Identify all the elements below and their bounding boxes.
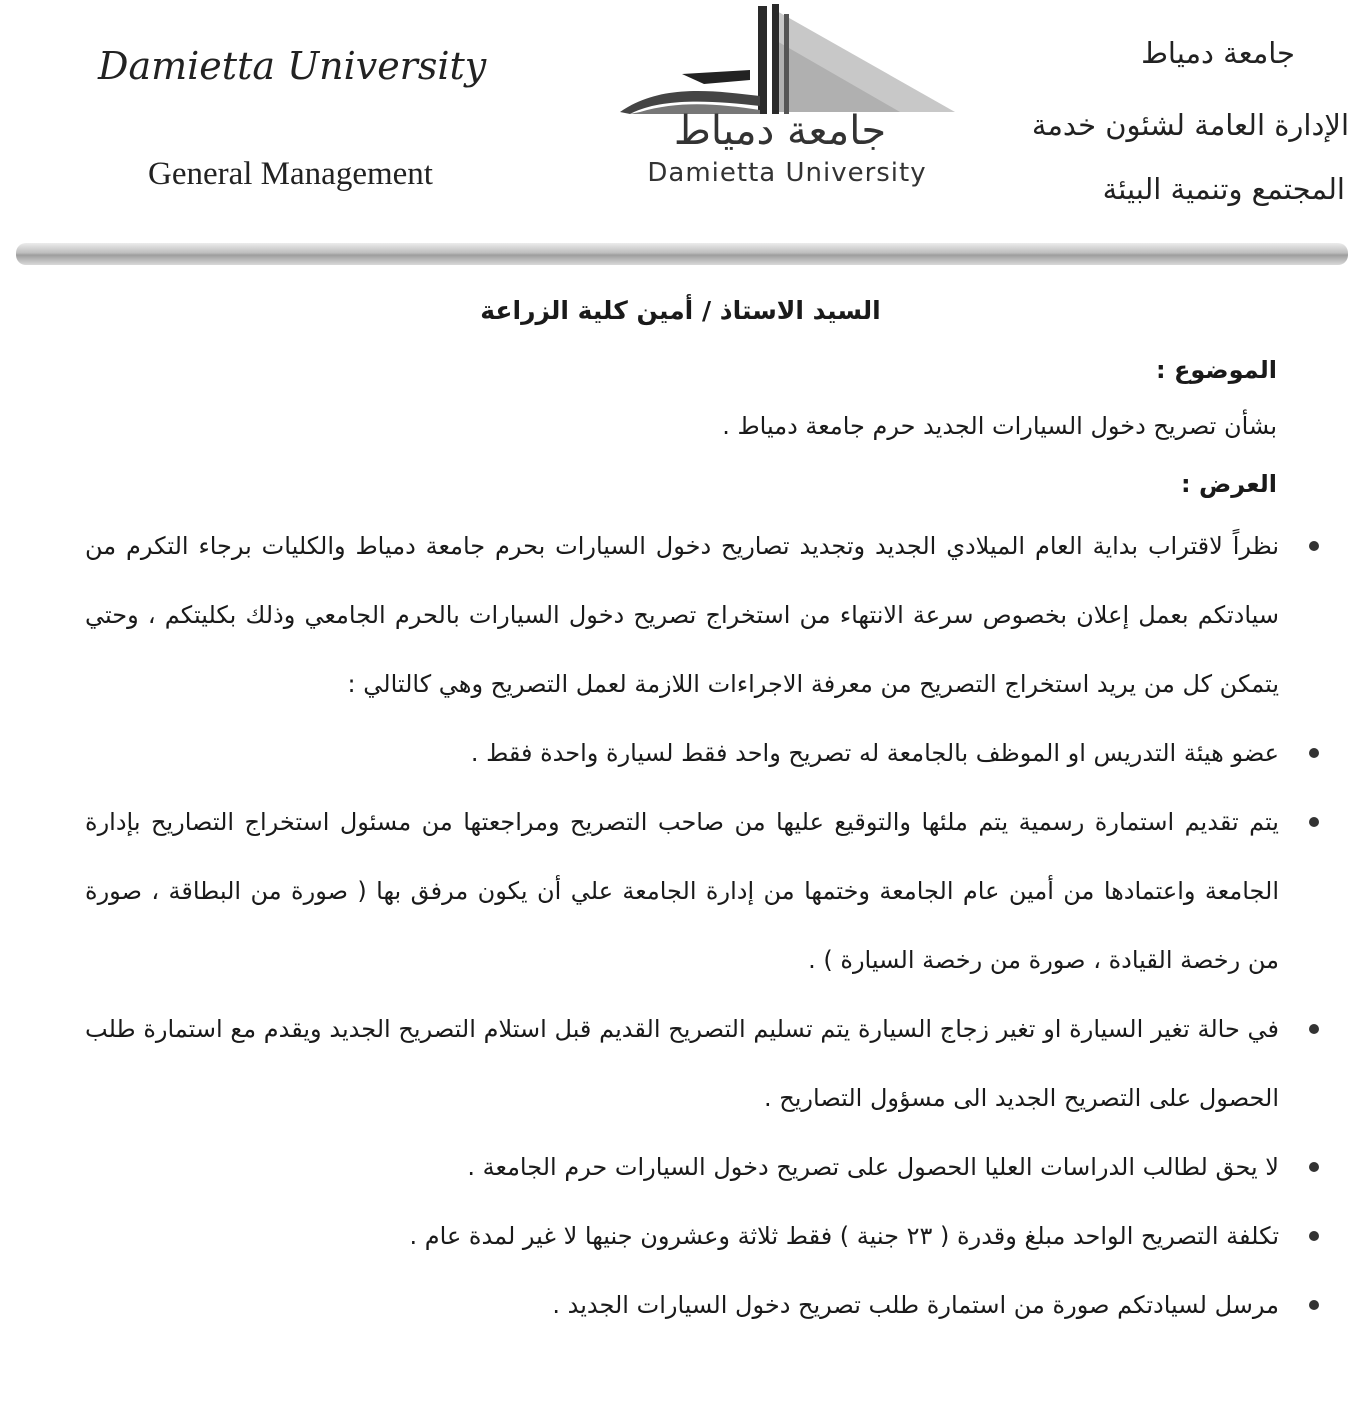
subject-label: الموضوع : bbox=[1156, 356, 1277, 384]
list-item bbox=[85, 512, 1321, 719]
logo-arabic-name: جامعة دمياط bbox=[673, 108, 887, 154]
arabic-department-line-2: المجتمع وتنمية البيئة bbox=[1102, 172, 1345, 206]
procedure-list bbox=[85, 512, 1321, 1340]
bullet-dot-icon bbox=[1309, 541, 1319, 551]
list-item-text: يتم تقديم استمارة رسمية يتم ملئها والتوقيع عليها من صاحب التصريح ومراجعتها من مسئول استخراج التصاريح بإدارة الجامعة واعتمادها من أمين عام الجامعة وختمها من إدارة الجامعة علي أن يكون مرفق بها ( صورة من البطاقة ، صورة من رخصة القيادة ، صورة من رخصة السيارة ) . bbox=[85, 808, 1279, 974]
arabic-department-line-1: الإدارة العامة لشئون خدمة bbox=[1031, 108, 1349, 142]
list-item-text: لا يحق لطالب الدراسات العليا الحصول على تصريح دخول السيارات حرم الجامعة . bbox=[467, 1153, 1279, 1181]
bullet-dot-icon bbox=[1309, 1024, 1319, 1034]
english-university-name: Damietta University bbox=[98, 44, 487, 88]
list-item bbox=[85, 1202, 1321, 1271]
header-divider bbox=[16, 243, 1348, 265]
list-item bbox=[85, 995, 1321, 1133]
list-item-text: في حالة تغير السيارة او تغير زجاج السيارة يتم تسليم التصريح القديم قبل استلام التصريح الجديد ويقدم مع استمارة طلب الحصول على التصريح الجديد الى مسؤول التصاريح . bbox=[85, 1015, 1279, 1112]
letter-addressee: السيد الاستاذ / أمين كلية الزراعة bbox=[480, 296, 881, 325]
bullet-dot-icon bbox=[1309, 1231, 1319, 1241]
bullet-dot-icon bbox=[1309, 1162, 1319, 1172]
list-item bbox=[85, 719, 1321, 788]
english-department-name: General Management bbox=[148, 156, 433, 192]
display-label: العرض : bbox=[1181, 470, 1277, 498]
list-item-text: عضو هيئة التدريس او الموظف بالجامعة له تصريح واحد فقط لسيارة واحدة فقط . bbox=[470, 739, 1279, 767]
logo-english-name: Damietta University bbox=[647, 158, 927, 188]
bullet-dot-icon bbox=[1309, 748, 1319, 758]
subject-text: بشأن تصريح دخول السيارات الجديد حرم جامعة دمياط . bbox=[722, 412, 1277, 440]
list-item bbox=[85, 1271, 1321, 1340]
list-item-text: مرسل لسيادتكم صورة من استمارة طلب تصريح دخول السيارات الجديد . bbox=[552, 1291, 1279, 1319]
list-item bbox=[85, 1133, 1321, 1202]
list-item-text: نظراً لاقتراب بداية العام الميلادي الجديد وتجديد تصاريح دخول السيارات بحرم جامعة دمياط والكليات برجاء التكرم من سيادتكم بعمل إعلان بخصوص سرعة الانتهاء من استخراج تصريح دخول السيارات بالحرم الجامعي وذلك بكليتكم ، وحتي يتمكن كل من يريد استخراج التصريح من معرفة الاجراءات اللازمة لعمل التصريح وهي كالتالي : bbox=[85, 532, 1279, 698]
arabic-university-name: جامعة دمياط bbox=[1141, 36, 1295, 70]
list-item bbox=[85, 788, 1321, 995]
bullet-dot-icon bbox=[1309, 817, 1319, 827]
list-item-text: تكلفة التصريح الواحد مبلغ وقدرة ( ٢٣ جنية ) فقط ثلاثة وعشرون جنيها لا غير لمدة عام . bbox=[409, 1222, 1279, 1250]
bullet-dot-icon bbox=[1309, 1300, 1319, 1310]
